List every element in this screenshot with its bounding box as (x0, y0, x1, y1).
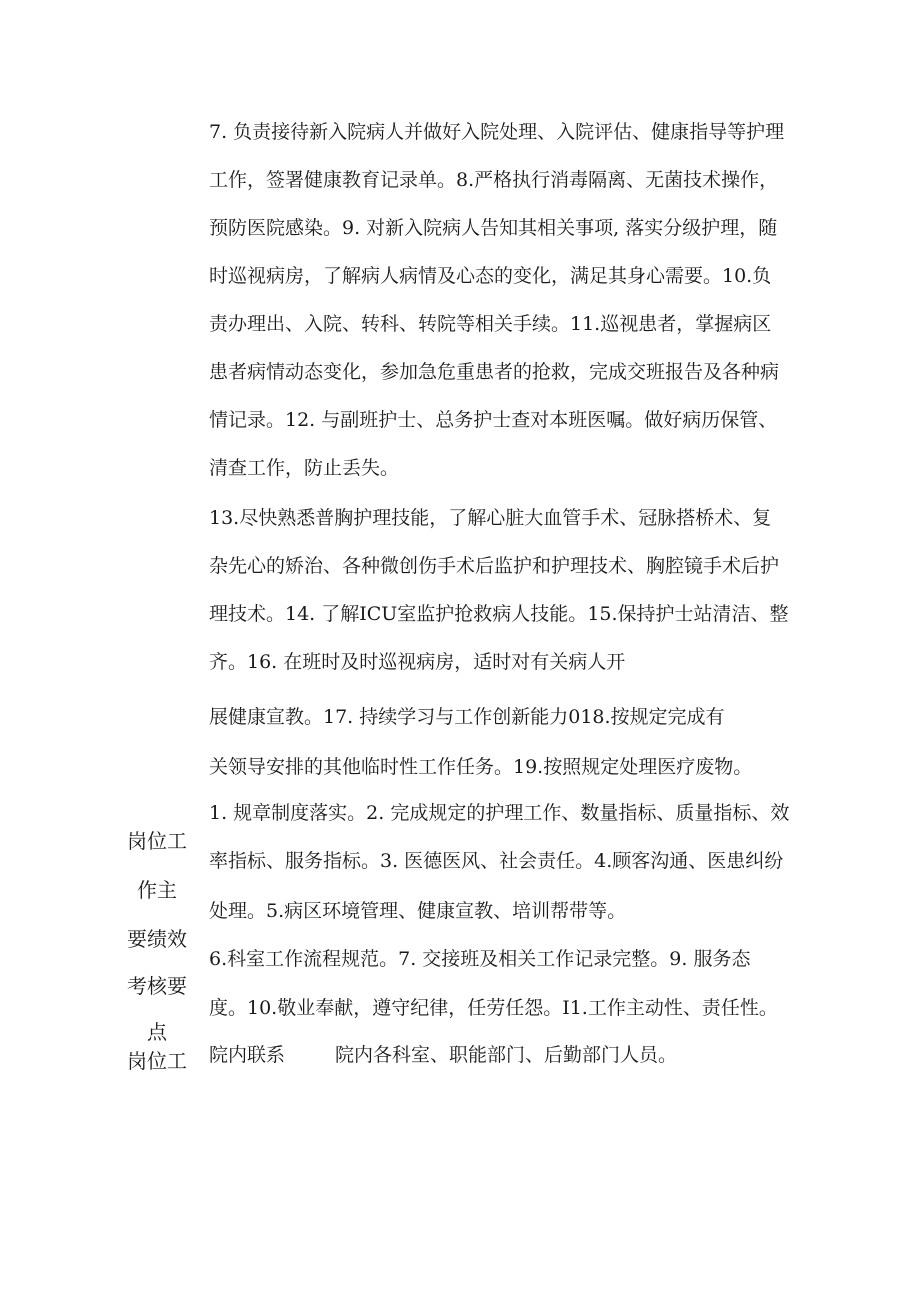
duties-line-4: 时巡视病房，了解病人病情及心态的变化，满足其身心需要。10.负 (209, 265, 772, 287)
duties-line-13: 展健康宣教。17. 持续学习与工作创新能力018.按规定完成有 (209, 706, 725, 728)
performance-line-4: 6.科室工作流程规范。7. 交接班及相关工作记录完整。9. 服务态 (209, 948, 751, 970)
contact-title: 院内联系 (209, 1044, 286, 1066)
duties-line-5: 责办理出、入院、转科、转院等相关手续。11.巡视患者，掌握病区 (209, 313, 772, 335)
duties-line-2: 工作，签署健康教育记录单。8.严格执行消毒隔离、无菌技术操作， (209, 169, 779, 191)
contact-section-label: 岗位工 (127, 1049, 187, 1073)
performance-label-line-2: 作主 (137, 878, 177, 902)
performance-label-line-5: 点 (147, 1020, 167, 1044)
duties-line-11: 理技术。14. 了解ICU室监护抢救病人技能。15.保持护士站清洁、整 (209, 603, 789, 625)
duties-line-8: 清查工作，防止丢失。 (209, 457, 400, 479)
performance-label-line-1: 岗位工 (127, 829, 187, 853)
performance-label-line-4: 考核要 (127, 974, 187, 998)
duties-line-9: 13.尽快熟悉普胸护理技能，了解心脏大血管手术、冠脉搭桥术、复 (209, 507, 772, 529)
performance-label-line-3: 要绩效 (127, 927, 187, 951)
duties-line-1: 7. 负责接待新入院病人并做好入院处理、入院评估、健康指导等护理 (209, 121, 785, 143)
performance-line-2: 率指标、服务指标。3. 医德医风、社会责任。4.顾客沟通、医患纠纷 (209, 850, 784, 872)
duties-line-10: 杂先心的矫治、各种微创伤手术后监护和护理技术、胸腔镜手术后护 (209, 555, 780, 577)
contact-value: 院内各科室、职能部门、后勤部门人员。 (335, 1044, 678, 1066)
performance-line-1: 1. 规章制度落实。2. 完成规定的护理工作、数量指标、质量指标、效 (209, 802, 790, 824)
duties-line-3: 预防医院感染。9. 对新入院病人告知其相关事项, 落实分级护理，随 (209, 217, 778, 239)
performance-line-3: 处理。5.病区环境管理、健康宣教、培训帮带等。 (209, 900, 627, 922)
duties-line-6: 患者病情动态变化，参加急危重患者的抢救，完成交班报告及各种病 (209, 361, 780, 383)
duties-line-12: 齐。16. 在班时及时巡视病房，适时对有关病人开 (209, 651, 626, 673)
duties-line-7: 情记录。12. 与副班护士、总务护士查对本班医嘱。做好病历保管、 (209, 409, 778, 431)
duties-line-14: 关领导安排的其他临时性工作任务。19.按照规定处理医疗废物。 (209, 756, 753, 778)
performance-line-5: 度。10.敬业奉献，遵守纪律，任劳任怨。I1.工作主动性、责任性。 (209, 997, 778, 1019)
